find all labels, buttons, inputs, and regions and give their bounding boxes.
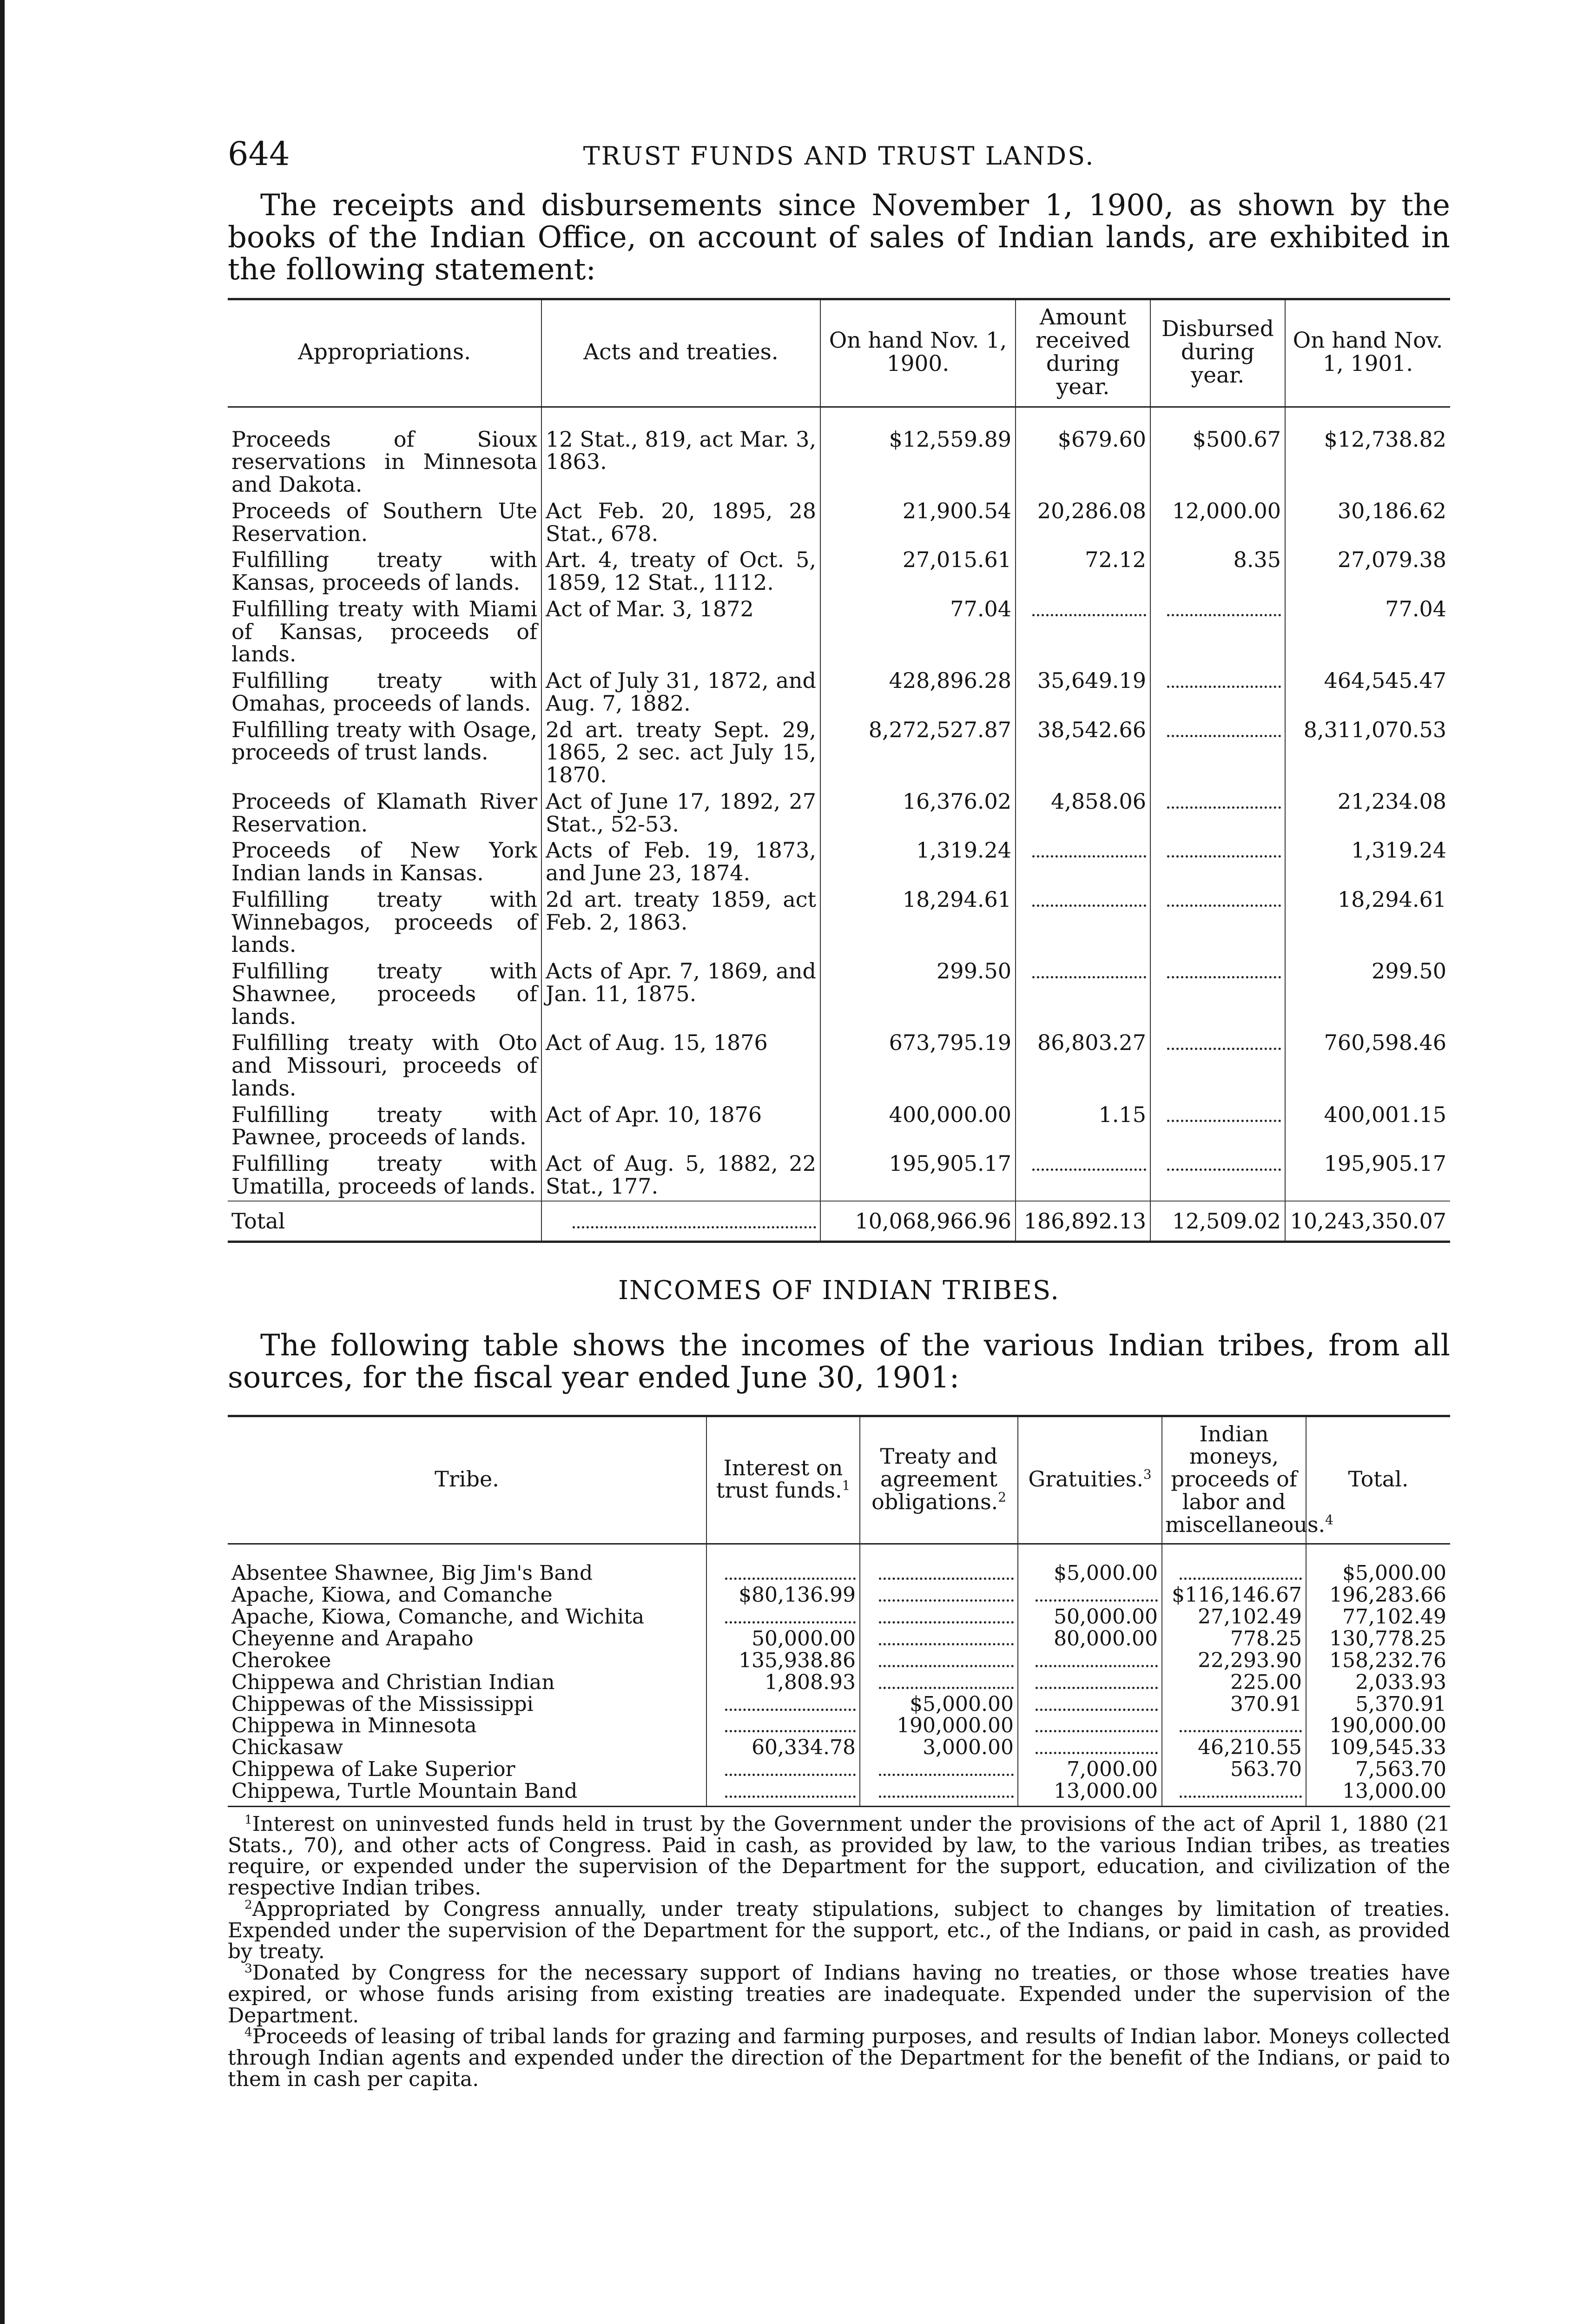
- tribal-income-row: [228, 1694, 1450, 1716]
- gratuities-cell: 13,000.00: [1018, 1781, 1162, 1806]
- appropriation-cell: Proceeds of New York Indian lands in Kansas.: [231, 838, 537, 886]
- col-header-received: Amount received during year.: [1016, 299, 1150, 407]
- acts-cell: Act of July 31, 1872, and Aug. 7, 1882.: [541, 668, 820, 718]
- total-cell: 13,000.00: [1306, 1781, 1450, 1806]
- on-hand-1901-cell: 8,311,070.53: [1285, 718, 1450, 789]
- treaty-cell-empty: [860, 1544, 1018, 1585]
- land-sales-total-row: [228, 1201, 1450, 1242]
- footnote-ref-2: 2: [998, 1489, 1006, 1505]
- treaty-cell: $5,000.00: [860, 1694, 1018, 1716]
- dotted-leader: [1032, 845, 1146, 858]
- col-header-on-hand-1900: On hand Nov. 1, 1900.: [820, 299, 1016, 407]
- footnote: [228, 1899, 1450, 1962]
- dotted-leader: [879, 1567, 1014, 1580]
- dotted-leader: [725, 1611, 856, 1624]
- appropriation-cell: Proceeds of Southern Ute Reservation.: [231, 498, 537, 546]
- on-hand-1901-cell: 299.50: [1285, 959, 1450, 1030]
- footnote-text: Proceeds of leasing of tribal lands for grazing and farming purposes, and results of Indian labor. Moneys collected through Indian agents and expended under the direction of the Department for the benefit of the Indians, or paid to them in cash per capita.: [228, 2025, 1450, 2091]
- dotted-leader: [1167, 725, 1281, 737]
- intro-paragraph: [228, 190, 1450, 286]
- total-cell: 196,283.66: [1306, 1585, 1450, 1607]
- dotted-leader: [573, 1216, 816, 1228]
- total-cell: 130,778.25: [1306, 1629, 1450, 1651]
- land-sales-row: [228, 1151, 1450, 1201]
- dotted-leader: [1167, 604, 1281, 616]
- disbursed-cell-empty: [1150, 1151, 1285, 1201]
- dotted-leader: [725, 1785, 856, 1798]
- appropriation-cell: Fulfilling treaty with Omahas, proceeds of lands.: [231, 668, 537, 716]
- interest-cell-empty: [706, 1694, 860, 1716]
- total-label-cell: [228, 1201, 541, 1242]
- on-hand-1901-cell: $12,738.82: [1285, 407, 1450, 499]
- treaty-cell-empty: [860, 1759, 1018, 1781]
- disbursed-cell-empty: [1150, 887, 1285, 959]
- on-hand-1900-cell: 77.04: [820, 597, 1016, 668]
- footnote-text: Interest on uninvested funds held in trust by the Government under the provisions of the act of April 1, 1880 (21 Stats., 70), and other acts of Congress. Paid in cash, as provided by law, to the various Indian tribes, as treaties require, or expended under the supervision of the Department for the support, education, and civilization of the respective Indian tribes.: [228, 1812, 1450, 1900]
- indian-moneys-cell-empty: [1162, 1716, 1306, 1737]
- received-cell-empty: [1016, 887, 1150, 959]
- disbursed-cell-empty: [1150, 597, 1285, 668]
- incomes-intro-paragraph: [228, 1330, 1450, 1394]
- land-sales-row: [228, 407, 1450, 499]
- gratuities-cell-empty: [1018, 1672, 1162, 1694]
- appropriation-cell: Proceeds of Sioux reservations in Minnesota and Dakota.: [231, 426, 537, 497]
- received-cell: 20,286.08: [1016, 499, 1150, 548]
- col-header-treaty: [860, 1416, 1018, 1544]
- land-sales-row: [228, 838, 1450, 887]
- gratuities-cell: $5,000.00: [1018, 1544, 1162, 1585]
- land-sales-row: [228, 718, 1450, 789]
- interest-cell: $80,136.99: [706, 1585, 860, 1607]
- on-hand-1900-cell: 673,795.19: [820, 1030, 1016, 1102]
- disbursed-cell-empty: [1150, 668, 1285, 718]
- dotted-leader: [725, 1698, 856, 1711]
- gratuities-cell: 50,000.00: [1018, 1607, 1162, 1629]
- land-sales-row: [228, 887, 1450, 959]
- incomes-intro-text: The following table shows the incomes of the various Indian tribes, from all sources, for the fiscal year ended June 30, 1901:: [228, 1328, 1450, 1395]
- tribe-cell: Cheyenne and Arapaho: [231, 1628, 474, 1651]
- footnote-ref-3: 3: [1143, 1466, 1152, 1482]
- col-header-indian-moneys: [1162, 1416, 1333, 1544]
- col-header-gratuities: [1018, 1416, 1162, 1544]
- tribal-income-row: [228, 1759, 1450, 1781]
- tribal-income-row: [228, 1607, 1450, 1629]
- interest-cell-empty: [706, 1781, 860, 1806]
- tribal-income-row: [228, 1781, 1450, 1806]
- appropriation-cell: Fulfilling treaty with Winnebagos, proceeds of lands.: [231, 886, 537, 957]
- dotted-leader: [1167, 1037, 1281, 1050]
- indian-moneys-cell-empty: [1162, 1544, 1306, 1585]
- col-header-disbursed: Disbursed during year.: [1150, 299, 1285, 407]
- dotted-leader: [725, 1567, 856, 1580]
- dotted-leader: [879, 1633, 1014, 1645]
- tribal-income-row: [228, 1585, 1450, 1607]
- total-received: 186,892.13: [1016, 1201, 1150, 1242]
- indian-moneys-cell: 27,102.49: [1162, 1607, 1306, 1629]
- acts-cell: Act Feb. 20, 1895, 28 Stat., 678.: [541, 499, 820, 548]
- tribe-cell: Cherokee: [231, 1650, 331, 1672]
- intro-text: The receipts and disbursements since November 1, 1900, as shown by the books of the Indian Office, on account of sales of Indian lands, are exhibited in the following statement:: [228, 188, 1450, 287]
- land-sales-table: [228, 298, 1450, 1243]
- land-sales-row: [228, 789, 1450, 838]
- treaty-cell-empty: [860, 1585, 1018, 1607]
- dotted-leader: [1180, 1720, 1302, 1732]
- treaty-cell-empty: [860, 1672, 1018, 1694]
- running-head: TRUST FUNDS AND TRUST LANDS.: [583, 141, 1095, 171]
- acts-cell: Act of Aug. 15, 1876: [541, 1030, 820, 1102]
- gratuities-cell-empty: [1018, 1694, 1162, 1716]
- received-cell-empty: [1016, 597, 1150, 668]
- tribe-cell: Chippewa, Turtle Mountain Band: [228, 1781, 706, 1806]
- dotted-leader: [1180, 1567, 1302, 1580]
- col-header-interest: [706, 1416, 860, 1544]
- on-hand-1900-cell: 8,272,527.87: [820, 718, 1016, 789]
- tribe-header-text: Tribe.: [435, 1466, 499, 1492]
- gratuities-cell-empty: [1018, 1716, 1162, 1737]
- disbursed-cell-empty: [1150, 789, 1285, 838]
- tribal-incomes-body: [228, 1544, 1450, 1807]
- total-header-text: Total.: [1348, 1466, 1409, 1492]
- total-cell: 158,232.76: [1306, 1651, 1450, 1672]
- document-page: [228, 135, 1450, 2090]
- on-hand-1900-cell: 21,900.54: [820, 499, 1016, 548]
- gratuities-cell-empty: [1018, 1585, 1162, 1607]
- disbursed-cell: 12,000.00: [1150, 499, 1285, 548]
- footnote-text: Donated by Congress for the necessary support of Indians having no treaties, or those whose treaties have expired, or whose funds arising from existing treaties are inadequate. Expended under the supervision of the Department.: [228, 1961, 1450, 2027]
- tribe-cell: Chickasaw: [231, 1737, 343, 1760]
- appropriation-cell: Fulfilling treaty with Umatilla, proceeds of lands.: [231, 1151, 537, 1199]
- dotted-leader: [1036, 1698, 1158, 1711]
- col-header-acts: Acts and treaties.: [541, 299, 820, 407]
- dotted-leader: [879, 1611, 1014, 1624]
- tribal-income-row: [228, 1737, 1450, 1759]
- acts-cell: Acts of Feb. 19, 1873, and June 23, 1874.: [541, 838, 820, 887]
- received-cell: 4,858.06: [1016, 789, 1150, 838]
- disbursed-cell: $500.67: [1150, 407, 1285, 499]
- received-cell-empty: [1016, 1151, 1150, 1201]
- disbursed-cell-empty: [1150, 1030, 1285, 1102]
- acts-cell: 12 Stat., 819, act Mar. 3, 1863.: [541, 407, 820, 499]
- gratuities-cell: 80,000.00: [1018, 1629, 1162, 1651]
- tribal-income-row: [228, 1716, 1450, 1737]
- on-hand-1900-cell: 1,319.24: [820, 838, 1016, 887]
- interest-cell: 1,808.93: [706, 1672, 860, 1694]
- received-cell-empty: [1016, 838, 1150, 887]
- land-sales-row: [228, 1103, 1450, 1152]
- interest-cell-empty: [706, 1607, 860, 1629]
- dotted-leader: [1167, 1158, 1281, 1171]
- gratuities-cell: 7,000.00: [1018, 1759, 1162, 1781]
- dotted-leader: [1036, 1655, 1158, 1667]
- dotted-leader: [1036, 1677, 1158, 1689]
- acts-cell: Act of Apr. 10, 1876: [541, 1103, 820, 1152]
- received-cell-empty: [1016, 959, 1150, 1030]
- on-hand-1900-cell: 18,294.61: [820, 887, 1016, 959]
- on-hand-1900-cell: 299.50: [820, 959, 1016, 1030]
- interest-header-text: Interest on trust funds.: [716, 1455, 843, 1503]
- footnote-ref-4: 4: [1325, 1512, 1333, 1528]
- interest-cell: 60,334.78: [706, 1737, 860, 1759]
- dotted-leader: [1167, 845, 1281, 858]
- interest-cell-empty: [706, 1544, 860, 1585]
- on-hand-1901-cell: 30,186.62: [1285, 499, 1450, 548]
- land-sales-row: [228, 959, 1450, 1030]
- footnotes: [228, 1814, 1450, 2090]
- total-cell: 5,370.91: [1306, 1694, 1450, 1716]
- footnote-mark: 2: [244, 1897, 252, 1912]
- appropriation-cell: Fulfilling treaty with Oto and Missouri, proceeds of lands.: [231, 1030, 537, 1101]
- indian-moneys-cell: $116,146.67: [1162, 1585, 1306, 1607]
- total-cell: 2,033.93: [1306, 1672, 1450, 1694]
- acts-cell: 2d art. treaty Sept. 29, 1865, 2 sec. act July 15, 1870.: [541, 718, 820, 789]
- dotted-leader: [1036, 1720, 1158, 1732]
- appropriation-cell: Proceeds of Klamath River Reservation.: [231, 788, 537, 837]
- dotted-leader: [879, 1589, 1014, 1602]
- tribe-cell: Apache, Kiowa, Comanche, and Wichita: [231, 1607, 645, 1629]
- acts-cell: Art. 4, treaty of Oct. 5, 1859, 12 Stat., 1112.: [541, 548, 820, 597]
- tribe-cell: Chippewa of Lake Superior: [231, 1759, 515, 1782]
- on-hand-1901-cell: 27,079.38: [1285, 548, 1450, 597]
- dotted-leader: [879, 1677, 1014, 1689]
- treaty-cell-empty: [860, 1781, 1018, 1806]
- dotted-leader: [879, 1763, 1014, 1776]
- indian-moneys-cell: 563.70: [1162, 1759, 1306, 1781]
- indian-moneys-cell: 46,210.55: [1162, 1737, 1306, 1759]
- on-hand-1900-cell: 428,896.28: [820, 668, 1016, 718]
- tribe-cell: Chippewa in Minnesota: [231, 1716, 477, 1738]
- interest-cell-empty: [706, 1759, 860, 1781]
- dotted-leader: [1167, 894, 1281, 907]
- dotted-leader: [1180, 1785, 1302, 1798]
- received-cell: 35,649.19: [1016, 668, 1150, 718]
- total-cell: 109,545.33: [1306, 1737, 1450, 1759]
- on-hand-1901-cell: 21,234.08: [1285, 789, 1450, 838]
- total-on-hand-1900: 10,068,966.96: [820, 1201, 1016, 1242]
- total-cell: $5,000.00: [1306, 1544, 1450, 1585]
- land-sales-row: [228, 597, 1450, 668]
- incomes-header-row: [228, 1416, 1450, 1544]
- disbursed-cell-empty: [1150, 838, 1285, 887]
- acts-cell: Acts of Apr. 7, 1869, and Jan. 11, 1875.: [541, 959, 820, 1030]
- land-sales-row: [228, 1030, 1450, 1102]
- dotted-leader: [1032, 1158, 1146, 1171]
- acts-cell: Act of Mar. 3, 1872: [541, 597, 820, 668]
- footnote-ref-1: 1: [842, 1478, 851, 1494]
- total-cell: 7,563.70: [1306, 1759, 1450, 1781]
- section-title: INCOMES OF INDIAN TRIBES.: [618, 1275, 1060, 1306]
- tribal-income-row: [228, 1629, 1450, 1651]
- tribe-cell: Chippewa and Christian Indian: [231, 1672, 555, 1694]
- disbursed-cell: 8.35: [1150, 548, 1285, 597]
- on-hand-1900-cell: 400,000.00: [820, 1103, 1016, 1152]
- indian-moneys-cell: 778.25: [1162, 1629, 1306, 1651]
- dotted-leader: [725, 1763, 856, 1776]
- received-cell: $679.60: [1016, 407, 1150, 499]
- land-sales-body: [228, 407, 1450, 1242]
- tribal-income-row: [228, 1672, 1450, 1694]
- dotted-leader: [1167, 675, 1281, 688]
- tribal-income-row: [228, 1651, 1450, 1672]
- dotted-leader: [1036, 1589, 1158, 1602]
- total-cell: 190,000.00: [1306, 1716, 1450, 1737]
- dotted-leader: [1032, 894, 1146, 907]
- on-hand-1901-cell: 464,545.47: [1285, 668, 1450, 718]
- indian-moneys-cell: 370.91: [1162, 1694, 1306, 1716]
- on-hand-1901-cell: 400,001.15: [1285, 1103, 1450, 1152]
- appropriation-cell: Fulfilling treaty with Osage, proceeds of trust lands.: [231, 717, 537, 765]
- indian-moneys-header-text: Indian moneys, proceeds of labor and miscellaneous.: [1165, 1421, 1326, 1537]
- on-hand-1900-cell: 16,376.02: [820, 789, 1016, 838]
- indian-moneys-cell: 22,293.90: [1162, 1651, 1306, 1672]
- acts-cell: Act of Aug. 5, 1882, 22 Stat., 177.: [541, 1151, 820, 1201]
- gratuities-header-text: Gratuities.: [1028, 1466, 1144, 1492]
- interest-cell: 135,938.86: [706, 1651, 860, 1672]
- footnote: [228, 1962, 1450, 2026]
- dotted-leader: [1167, 796, 1281, 809]
- appropriation-cell: Fulfilling treaty with Pawnee, proceeds of lands.: [231, 1102, 537, 1150]
- on-hand-1900-cell: 195,905.17: [820, 1151, 1016, 1201]
- tribe-cell: Chippewas of the Mississippi: [231, 1694, 534, 1716]
- dotted-leader: [1167, 966, 1281, 978]
- treaty-header-text: Treaty and agreement obligations.: [871, 1444, 998, 1514]
- tribal-incomes-table: [228, 1415, 1450, 1807]
- indian-moneys-cell: 225.00: [1162, 1672, 1306, 1694]
- dotted-leader: [879, 1785, 1014, 1798]
- treaty-cell: 190,000.00: [860, 1716, 1018, 1737]
- disbursed-cell-empty: [1150, 718, 1285, 789]
- total-cell: 77,102.49: [1306, 1607, 1450, 1629]
- disbursed-cell-empty: [1150, 1103, 1285, 1152]
- col-header-appropriations: Appropriations.: [228, 299, 541, 407]
- dotted-leader: [1032, 604, 1146, 616]
- acts-cell: Act of June 17, 1892, 27 Stat., 52-53.: [541, 789, 820, 838]
- land-sales-row: [228, 668, 1450, 718]
- appropriation-cell: Fulfilling treaty with Kansas, proceeds of lands.: [231, 547, 537, 595]
- appropriation-cell: Fulfilling treaty with Miami of Kansas, proceeds of lands.: [231, 596, 537, 667]
- on-hand-1901-cell: 1,319.24: [1285, 838, 1450, 887]
- interest-cell-empty: [706, 1716, 860, 1737]
- treaty-cell: 3,000.00: [860, 1737, 1018, 1759]
- on-hand-1901-cell: 18,294.61: [1285, 887, 1450, 959]
- on-hand-1900-cell: $12,559.89: [820, 407, 1016, 499]
- tribe-cell: Apache, Kiowa, and Comanche: [231, 1585, 553, 1607]
- on-hand-1901-cell: 77.04: [1285, 597, 1450, 668]
- received-cell: 72.12: [1016, 548, 1150, 597]
- indian-moneys-cell-empty: [1162, 1781, 1306, 1806]
- appropriation-cell: Fulfilling treaty with Shawnee, proceeds of lands.: [231, 958, 537, 1029]
- total-on-hand-1901: 10,243,350.07: [1285, 1201, 1450, 1242]
- total-disbursed: 12,509.02: [1150, 1201, 1285, 1242]
- dotted-leader: [725, 1720, 856, 1732]
- page-number: 644: [228, 135, 290, 173]
- footnote: [228, 1814, 1450, 1899]
- total-label: Total: [231, 1208, 285, 1234]
- land-sales-row: [228, 548, 1450, 597]
- tribe-cell: Absentee Shawnee, Big Jim's Band: [231, 1561, 593, 1585]
- col-header-tribe: [228, 1416, 706, 1544]
- treaty-cell-empty: [860, 1629, 1018, 1651]
- tribal-income-row: [228, 1544, 1450, 1585]
- dotted-leader: [1036, 1742, 1158, 1754]
- received-cell: 86,803.27: [1016, 1030, 1150, 1102]
- land-sales-header-row: [228, 299, 1450, 407]
- scan-left-edge: [0, 0, 5, 2324]
- received-cell: 1.15: [1016, 1103, 1150, 1152]
- footnote-mark: 4: [244, 2025, 252, 2040]
- received-cell: 38,542.66: [1016, 718, 1150, 789]
- dotted-leader: [1032, 966, 1146, 978]
- footnote-text: Appropriated by Congress annually, under treaty stipulations, subject to changes by limitation of treaties. Expended under the supervision of the Department for the support, etc., of the Indians, or paid in cash, as provided by treaty.: [228, 1897, 1450, 1964]
- dotted-leader: [879, 1655, 1014, 1667]
- on-hand-1901-cell: 195,905.17: [1285, 1151, 1450, 1201]
- gratuities-cell-empty: [1018, 1737, 1162, 1759]
- col-header-on-hand-1901: On hand Nov. 1, 1901.: [1285, 299, 1450, 407]
- acts-cell: 2d art. treaty 1859, act Feb. 2, 1863.: [541, 887, 820, 959]
- interest-cell: 50,000.00: [706, 1629, 860, 1651]
- on-hand-1901-cell: 760,598.46: [1285, 1030, 1450, 1102]
- footnote-mark: 3: [244, 1961, 252, 1976]
- dotted-leader: [1167, 1109, 1281, 1122]
- footnote: [228, 2026, 1450, 2090]
- disbursed-cell-empty: [1150, 959, 1285, 1030]
- total-acts-empty: [541, 1201, 820, 1242]
- on-hand-1900-cell: 27,015.61: [820, 548, 1016, 597]
- page-header: [228, 135, 1450, 186]
- footnote-mark: 1: [244, 1812, 252, 1827]
- treaty-cell-empty: [860, 1607, 1018, 1629]
- land-sales-row: [228, 499, 1450, 548]
- gratuities-cell-empty: [1018, 1651, 1162, 1672]
- treaty-cell-empty: [860, 1651, 1018, 1672]
